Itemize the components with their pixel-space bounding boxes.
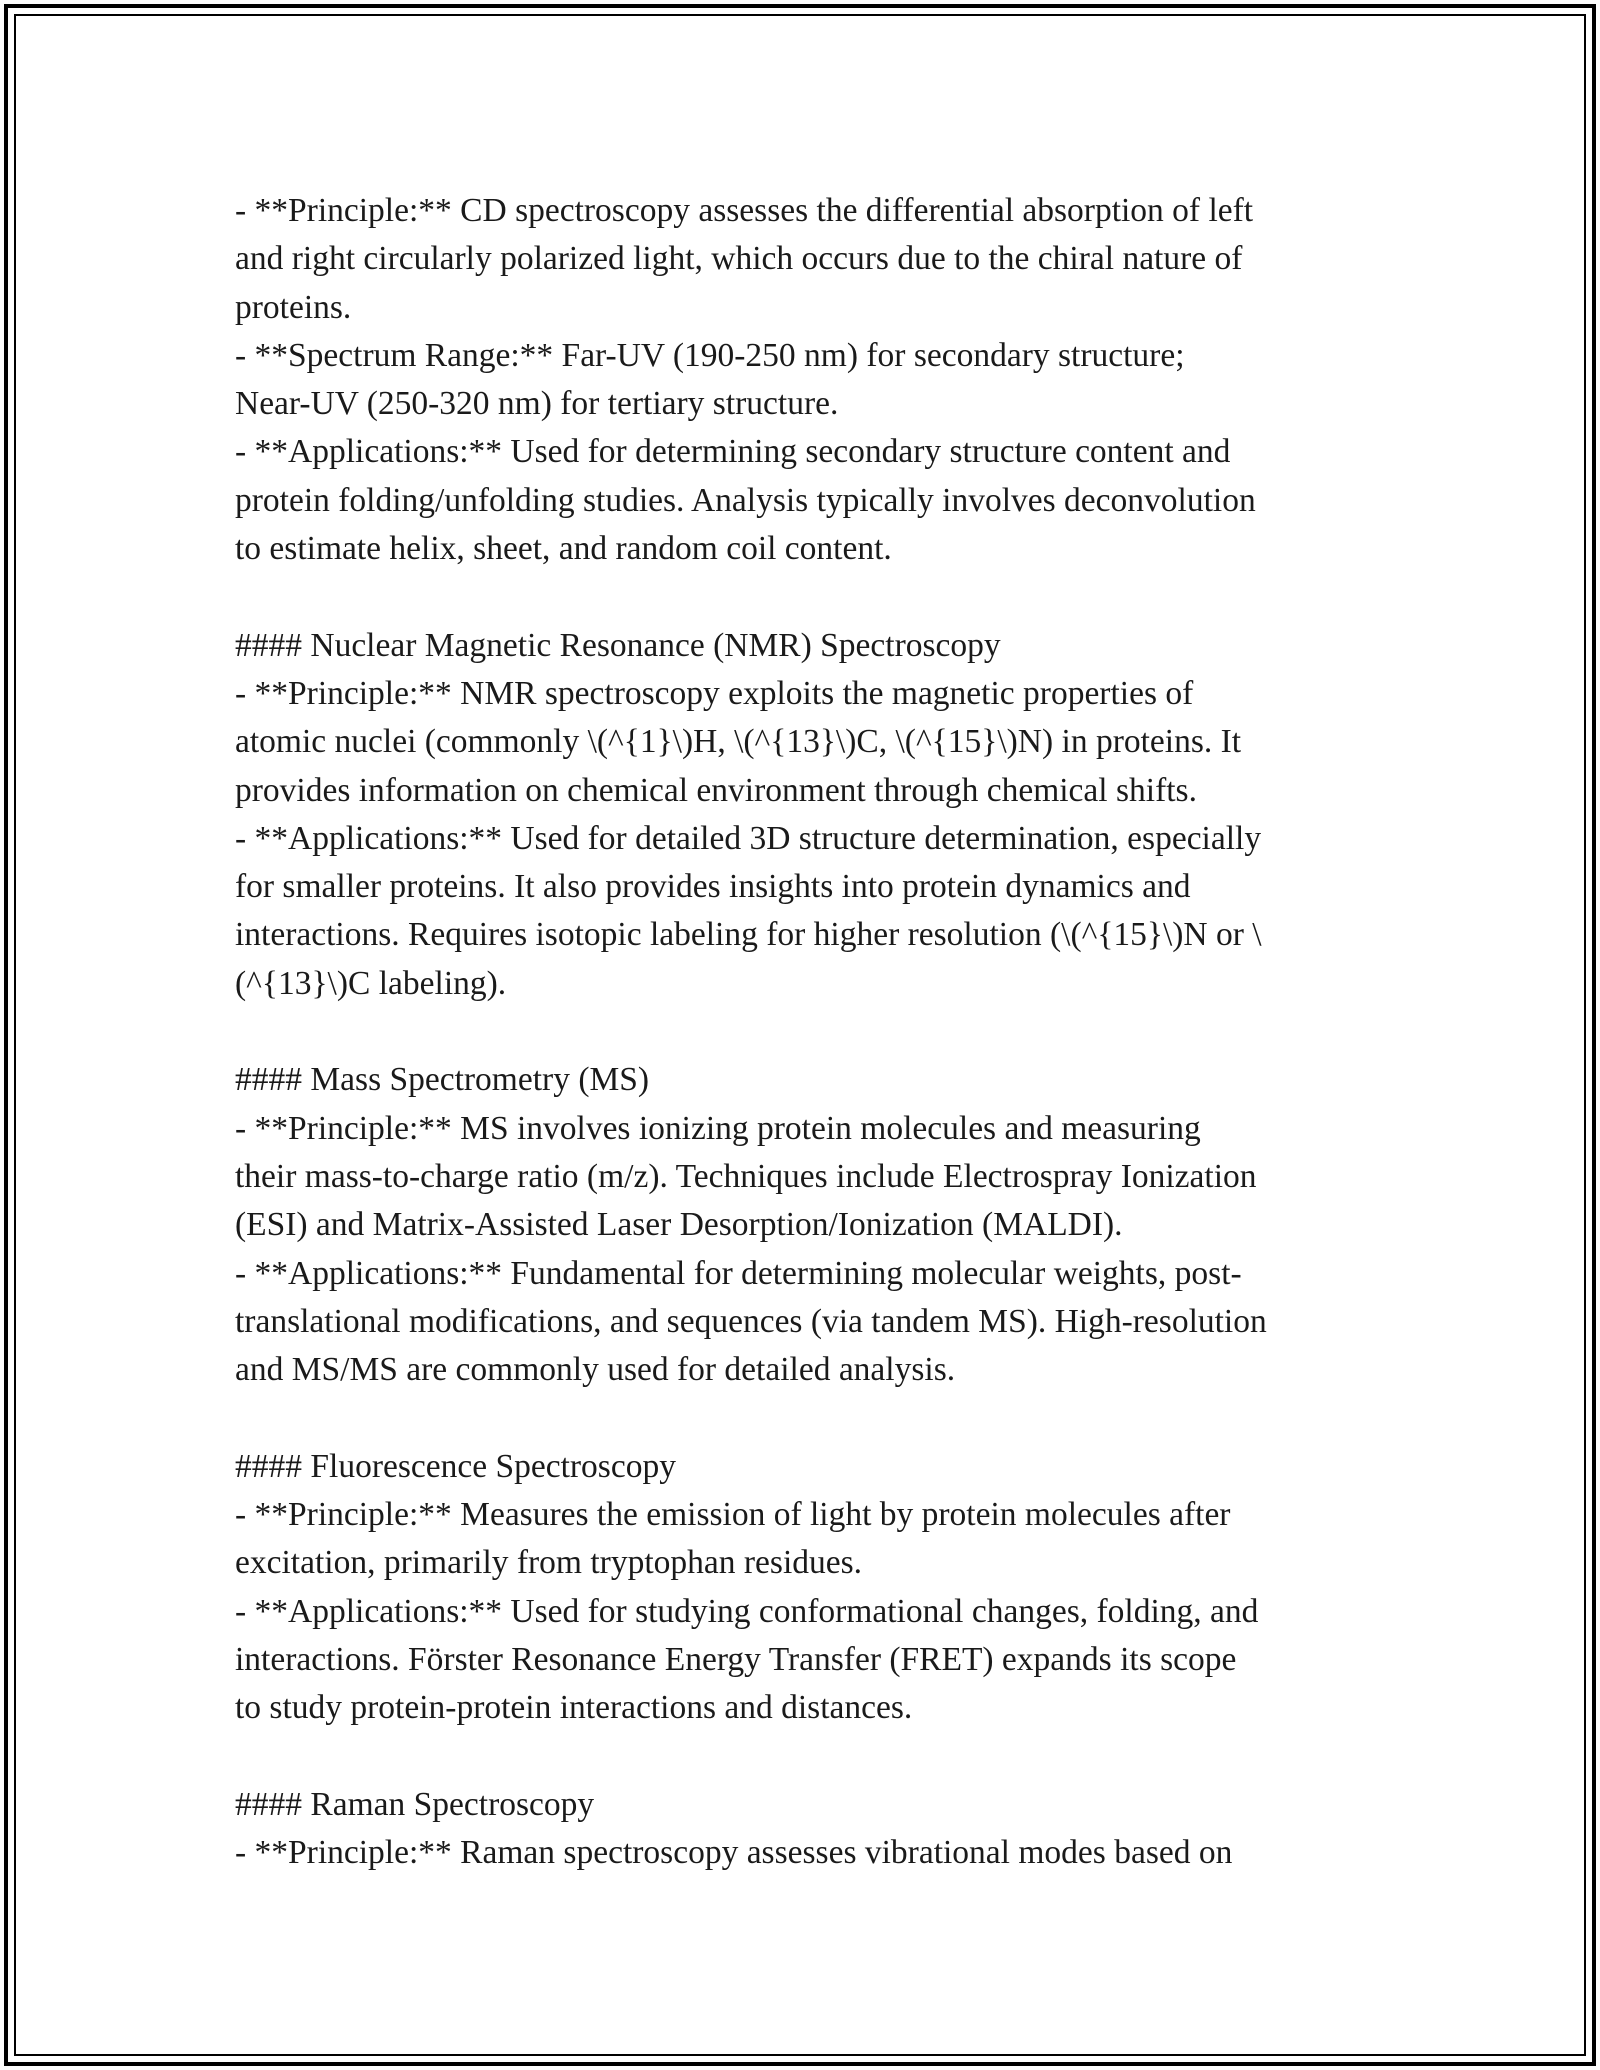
text-line: - **Applications:** Fundamental for determining molecular weights, post-	[235, 1254, 1242, 1292]
section-fluorescence-spectroscopy	[235, 1443, 1385, 1733]
section-mass-spectrometry	[235, 1056, 1385, 1394]
section-cd-spectroscopy	[235, 187, 1385, 573]
text-line: - **Principle:** CD spectroscopy assesses the differential absorption of left	[235, 192, 1254, 229]
text-line: - **Applications:** Used for determining secondary structure content and	[235, 433, 1231, 471]
text-line: - **Applications:** Used for studying conformational changes, folding, and	[235, 1592, 1259, 1630]
text-line: atomic nuclei (commonly \(^{1}\)H, \(^{13}\)C, \(^{15}\)N) in proteins. It	[235, 723, 1242, 761]
text-line: - **Spectrum Range:** Far-UV (190-250 nm) for secondary structure;	[235, 336, 1185, 374]
paragraph-gap	[235, 1733, 1385, 1781]
text-line: (^{13}\)C labeling).	[235, 964, 507, 1002]
text-line: to estimate helix, sheet, and random coil content.	[235, 530, 892, 568]
text-line: - **Principle:** MS involves ionizing protein molecules and measuring	[235, 1109, 1201, 1147]
section-heading: #### Raman Spectroscopy	[235, 1785, 595, 1823]
paragraph-gap	[235, 1008, 1385, 1056]
text-line: to study protein-protein interactions and distances.	[235, 1689, 913, 1727]
text-line: provides information on chemical environment through chemical shifts.	[235, 771, 1197, 809]
text-line: for smaller proteins. It also provides insights into protein dynamics and	[235, 868, 1191, 906]
section-nmr-spectroscopy	[235, 622, 1385, 1008]
text-line: protein folding/unfolding studies. Analysis typically involves deconvolution	[235, 481, 1256, 519]
document-body	[235, 187, 1385, 1877]
text-line: proteins.	[235, 288, 352, 326]
paragraph-gap	[235, 573, 1385, 621]
text-line: interactions. Förster Resonance Energy Transfer (FRET) expands its scope	[235, 1640, 1237, 1678]
section-heading: #### Fluorescence Spectroscopy	[235, 1447, 676, 1485]
text-line: - **Principle:** NMR spectroscopy exploits the magnetic properties of	[235, 674, 1194, 712]
text-line: - **Principle:** Measures the emission of light by protein molecules after	[235, 1496, 1231, 1534]
text-line: interactions. Requires isotopic labeling for higher resolution (\(^{15}\)N or \	[235, 916, 1262, 954]
text-line: excitation, primarily from tryptophan residues.	[235, 1544, 863, 1582]
text-line: and right circularly polarized light, which occurs due to the chiral nature of	[235, 240, 1243, 278]
text-line: translational modifications, and sequences (via tandem MS). High-resolution	[235, 1302, 1267, 1340]
text-line: and MS/MS are commonly used for detailed analysis.	[235, 1351, 956, 1389]
paragraph-gap	[235, 1394, 1385, 1442]
text-line: Near-UV (250-320 nm) for tertiary structure.	[235, 385, 839, 423]
section-raman-spectroscopy	[235, 1781, 1385, 1878]
text-line: - **Principle:** Raman spectroscopy assesses vibrational modes based on	[235, 1834, 1233, 1872]
section-heading: #### Nuclear Magnetic Resonance (NMR) Spectroscopy	[235, 626, 1001, 664]
text-line: their mass-to-charge ratio (m/z). Techniques include Electrospray Ionization	[235, 1157, 1257, 1195]
text-line: (ESI) and Matrix-Assisted Laser Desorption/Ionization (MALDI).	[235, 1206, 1123, 1244]
text-line: - **Applications:** Used for detailed 3D structure determination, especially	[235, 819, 1262, 857]
section-heading: #### Mass Spectrometry (MS)	[235, 1061, 650, 1099]
